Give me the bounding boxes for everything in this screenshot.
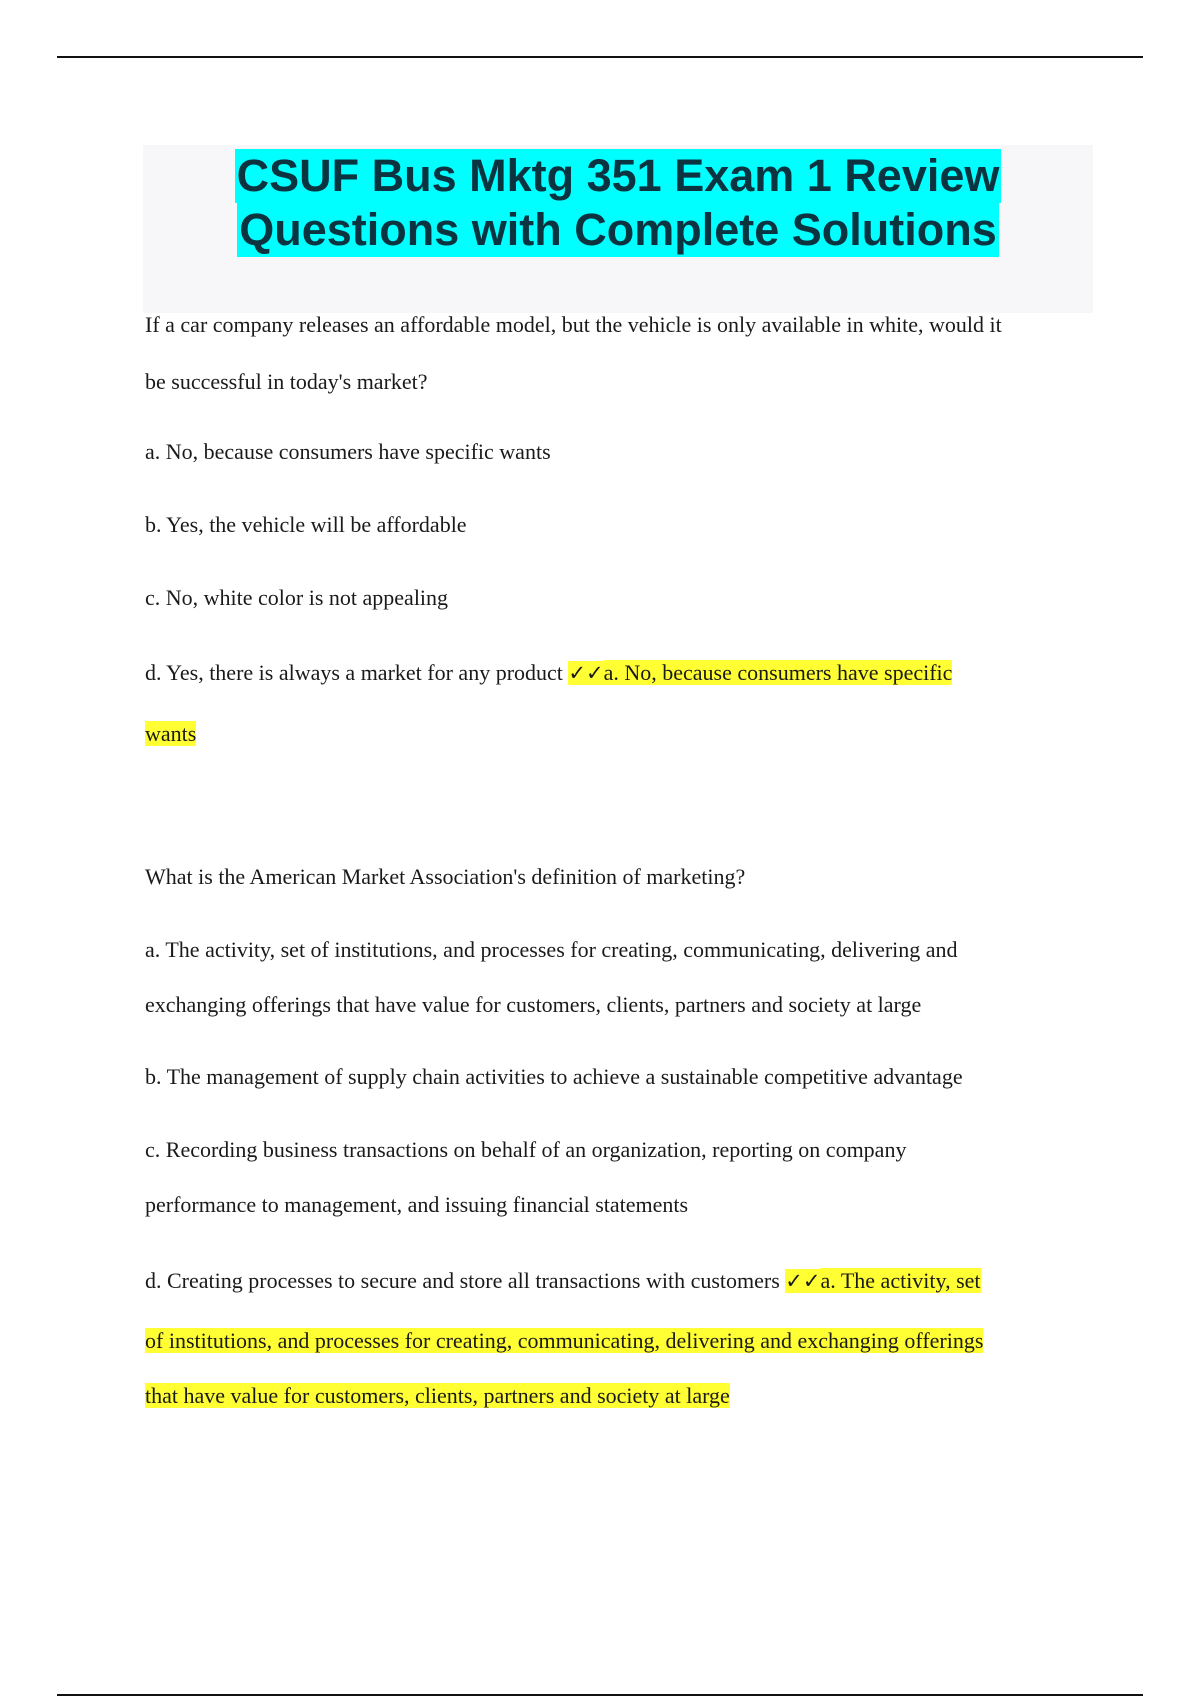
q2-option-d-line xyxy=(145,1266,981,1296)
q1-prompt-line-2: be successful in today's market? xyxy=(145,369,428,394)
q1-option-d-line xyxy=(145,658,952,688)
q2-option-d: d. Creating processes to secure and store all transactions with customers xyxy=(145,1268,786,1293)
q1-answer-line-2-wrap xyxy=(145,719,196,749)
q2-option-c-line-1: c. Recording business transactions on behalf of an organization, reporting on company xyxy=(145,1137,907,1162)
document-title-line-2: Questions with Complete Solutions xyxy=(239,204,997,255)
bottom-rule xyxy=(57,1694,1143,1696)
q1-answer-check-icon: ✓✓ xyxy=(568,661,604,685)
q2-option-b: b. The management of supply chain activities to achieve a sustainable competitive advantage xyxy=(145,1064,963,1089)
q1-option-c: c. No, white color is not appealing xyxy=(145,585,449,610)
title-block xyxy=(143,145,1093,313)
q1-option-a: a. No, because consumers have specific wants xyxy=(145,439,551,464)
q1-option-b: b. Yes, the vehicle will be affordable xyxy=(145,512,467,537)
q2-answer-line-3-wrap xyxy=(145,1381,730,1411)
q2-answer-line-2: of institutions, and processes for creating, communicating, delivering and exchanging offerings xyxy=(145,1328,984,1353)
q2-prompt-line-1: What is the American Market Association's definition of marketing? xyxy=(145,864,746,889)
q2-option-a-line-1: a. The activity, set of institutions, and processes for creating, communicating, delivering and xyxy=(145,937,958,962)
q1-prompt-line-1: If a car company releases an affordable model, but the vehicle is only available in white, would it xyxy=(145,312,1002,337)
q2-answer-line-3: that have value for customers, clients, partners and society at large xyxy=(145,1383,730,1408)
top-rule xyxy=(57,56,1143,58)
q2-option-a-line-2: exchanging offerings that have value for customers, clients, partners and society at large xyxy=(145,992,922,1017)
document-title-line-1: CSUF Bus Mktg 351 Exam 1 Review xyxy=(236,150,1000,201)
q2-answer-line-2-wrap xyxy=(145,1326,983,1356)
q1-answer-line-2: wants xyxy=(145,721,197,746)
q2-answer-line-1: a. The activity, set xyxy=(820,1268,981,1293)
q2-option-c-line-2: performance to management, and issuing financial statements xyxy=(145,1192,689,1217)
q1-option-d: d. Yes, there is always a market for any product xyxy=(145,660,569,685)
q2-answer-check-icon: ✓✓ xyxy=(785,1269,821,1293)
q1-answer-line-1: a. No, because consumers have specific xyxy=(603,660,953,685)
